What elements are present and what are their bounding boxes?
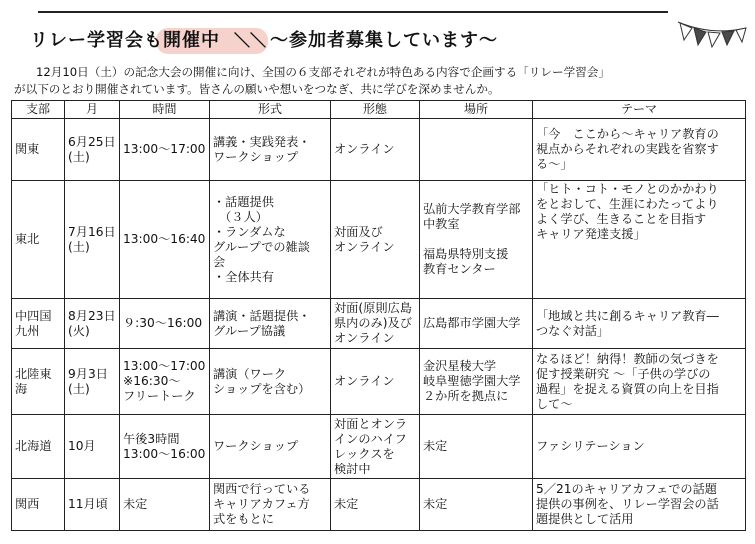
cell-month: 9月3日 (土) <box>65 349 120 415</box>
cell-time: 午後3時間 13:00～16:00 <box>120 415 210 479</box>
cell-time: 13:00～17:00 ※16:30～ フリートーク <box>120 349 210 415</box>
intro-line: 12月10日（土）の記念大会の開催に向け、全国の６支部それぞれが特色ある内容で企画する「リレー学習会」 <box>36 65 610 79</box>
cell-theme: 「地域と共に創るキャリア教育― つなぐ対話」 <box>533 299 746 349</box>
cell-theme: 5／21のキャリアカフェでの話題 提供の事例を、リレー学習会の話 題提供として活用 <box>533 479 746 531</box>
table-row <box>12 181 746 299</box>
intro-line: が以下のとおり開催されています。皆さんの願いや想いをつなぎ、共に学びを深めませんか。 <box>14 82 500 96</box>
cell-place: 未定 <box>420 479 533 531</box>
cell-month: 6月25日 (土) <box>65 119 120 181</box>
title-slash: ＼＼ <box>234 30 267 50</box>
intro-paragraph <box>14 64 749 98</box>
cell-style: 未定 <box>331 479 420 531</box>
header-place: 場所 <box>420 101 533 119</box>
cell-style: 対面及び オンライン <box>331 181 420 299</box>
cell-style: オンライン <box>331 119 420 181</box>
title-top-rule <box>38 11 668 13</box>
cell-place <box>420 119 533 181</box>
cell-style: オンライン <box>331 349 420 415</box>
cell-place: 金沢星稜大学 岐阜聖徳学園大学 ２か所を拠点に <box>420 349 533 415</box>
cell-branch: 北海道 <box>12 415 65 479</box>
cell-format: 関西で行っている キャリアカフェ方 式をもとに <box>210 479 331 531</box>
cell-style: 対面(原則広島 県内のみ)及び オンライン <box>331 299 420 349</box>
cell-time: 13:00～17:00 <box>120 119 210 181</box>
page-title <box>30 26 498 52</box>
cell-format: ・話題提供 （３人） ・ランダムな グループでの雑談 会 ・全体共有 <box>210 181 331 299</box>
cell-theme: なるほど！納得！教師の気づきを 促す授業研究 ～「子供の学びの 過程」を捉える資質の向上を目指 して～ <box>533 349 746 415</box>
table-row <box>12 349 746 415</box>
cell-format: 講義・実践発表・ ワークショップ <box>210 119 331 181</box>
table-row <box>12 299 746 349</box>
schedule-table <box>11 100 746 531</box>
cell-time: 13:00～16:40 <box>120 181 210 299</box>
cell-theme: 「今 ここから～キャリア教育の 視点からそれぞれの実践を省察す る～」 <box>533 119 746 181</box>
cell-place: 広島都市学園大学 <box>420 299 533 349</box>
table-row <box>12 415 746 479</box>
cell-branch: 北陸東 海 <box>12 349 65 415</box>
title-main: リレー学習会も開催中 <box>30 30 220 51</box>
cell-theme: ファシリテーション <box>533 415 746 479</box>
cell-month: 11月頃 <box>65 479 120 531</box>
table-row <box>12 119 746 181</box>
cell-month: 7月16日 (土) <box>65 181 120 299</box>
table-row <box>12 479 746 531</box>
header-branch: 支部 <box>12 101 65 119</box>
cell-place: 弘前大学教育学部 中教室 福島県特別支援 教育センター <box>420 181 533 299</box>
title-sub: ～参加者募集しています～ <box>270 30 499 51</box>
cell-format: 講演（ワーク ショップを含む） <box>210 349 331 415</box>
cell-format: ワークショップ <box>210 415 331 479</box>
cell-place: 未定 <box>420 415 533 479</box>
cell-theme: 「ヒト・コト・モノとのかかわり をとおして、生涯にわたってより よく学び、生きることを目指す キャリア発達支援」 <box>533 181 746 299</box>
cell-branch: 東北 <box>12 181 65 299</box>
header-format: 形式 <box>210 101 331 119</box>
header-style: 形態 <box>331 101 420 119</box>
cell-branch: 関西 <box>12 479 65 531</box>
header-time: 時間 <box>120 101 210 119</box>
header-theme: テーマ <box>533 101 746 119</box>
bunting-flags-icon <box>676 18 748 60</box>
cell-time: ９:30～16:00 <box>120 299 210 349</box>
cell-month: 8月23日 (火) <box>65 299 120 349</box>
cell-branch: 関東 <box>12 119 65 181</box>
cell-format: 講演・話題提供・ グループ協議 <box>210 299 331 349</box>
cell-month: 10月 <box>65 415 120 479</box>
cell-time: 未定 <box>120 479 210 531</box>
header-month: 月 <box>65 101 120 119</box>
cell-style: 対面とオンラ インのハイフ レックスを 検討中 <box>331 415 420 479</box>
table-header-row <box>12 101 746 119</box>
cell-branch: 中四国 九州 <box>12 299 65 349</box>
